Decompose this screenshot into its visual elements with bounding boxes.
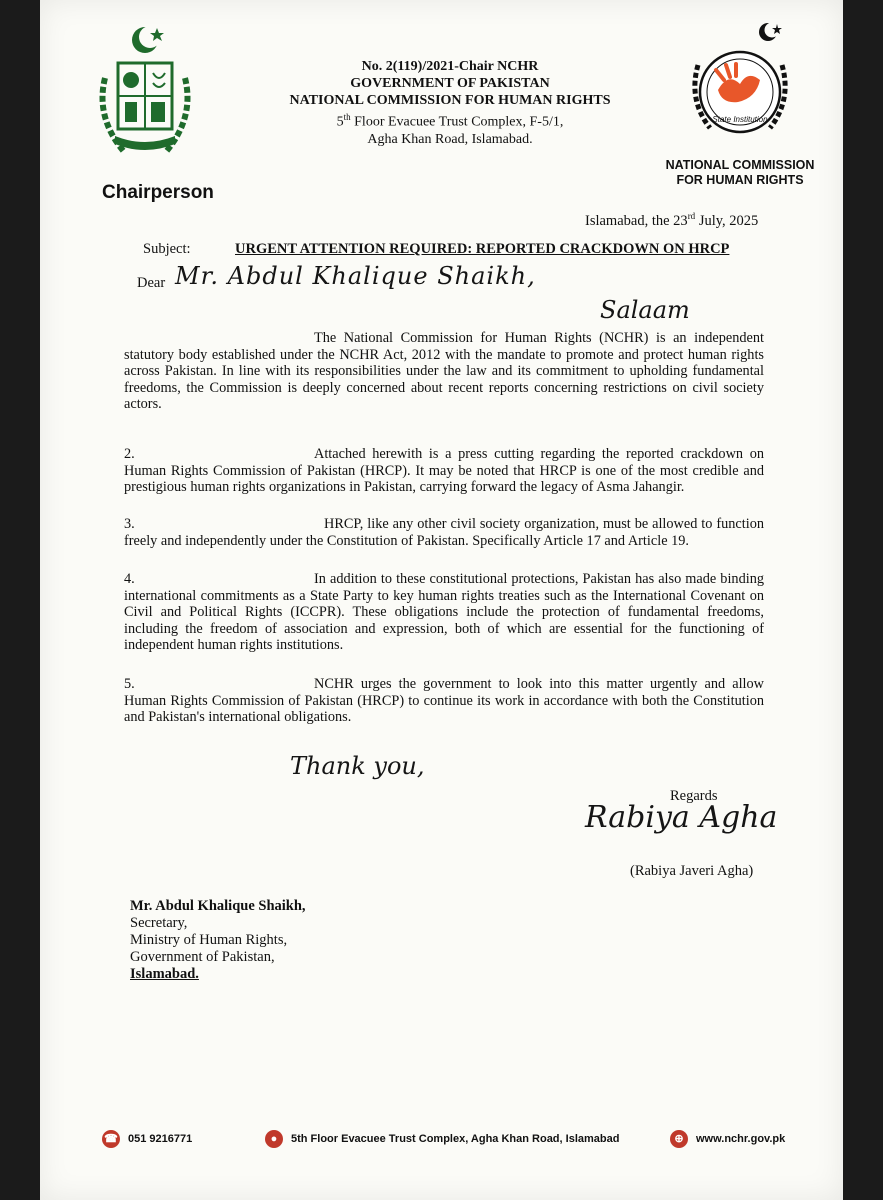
handwritten-thank-you: Thank you, (290, 752, 425, 780)
paragraph-4-number: 4. (124, 571, 135, 587)
subject-label: Subject: (143, 241, 191, 257)
addressee-government: Government of Pakistan, (130, 949, 275, 965)
commission-title: NATIONAL COMMISSION FOR HUMAN RIGHTS (289, 93, 611, 108)
handwritten-recipient-name: Mr. Abdul Khalique Shaikh, (175, 262, 536, 290)
paragraph-5 (124, 676, 764, 726)
letter-page (40, 0, 843, 1200)
letterhead (240, 58, 660, 148)
nchr-logo-name-line-2: FOR HUMAN RIGHTS (676, 173, 804, 187)
logo-ring-text: State Institution (712, 115, 768, 124)
footer-phone-text: 051 9216771 (128, 1132, 193, 1145)
paragraph-2-text: Attached herewith is a press cutting regarding the reported crackdown on Human Rights Commission of Pakistan (HRCP). It may be noted that HRCP is one of the most credible and prestigious human rights organizations in Pakistan, carrying forward the legacy of Asma Jahangir. (124, 446, 764, 495)
date-sup: rd (687, 211, 696, 221)
paragraph-1 (124, 330, 764, 413)
floor-number: 5 (336, 114, 344, 130)
addressee-block (130, 898, 306, 983)
floor-suffix: th (343, 112, 351, 122)
addressee-ministry: Ministry of Human Rights, (130, 932, 288, 948)
paragraph-4 (124, 571, 764, 654)
government-title: GOVERNMENT OF PAKISTAN (350, 76, 550, 91)
footer-phone (102, 1130, 192, 1148)
paragraph-3-number: 3. (124, 516, 135, 532)
paragraph-3 (124, 516, 764, 549)
date-prefix: Islamabad, the 23 (585, 212, 688, 229)
reference-number: No. 2(119)/2021-Chair NCHR (361, 59, 539, 74)
addressee-title: Secretary, (130, 915, 188, 931)
nchr-logo-name-line-1: NATIONAL COMMISSION (665, 158, 815, 172)
subject-text: URGENT ATTENTION REQUIRED: REPORTED CRACKDOWN ON HRCP (235, 241, 730, 257)
footer-website-text[interactable]: www.nchr.gov.pk (696, 1132, 786, 1145)
state-emblem-icon (85, 18, 205, 178)
address-line-1-rest: Floor Evacuee Trust Complex, F-5/1, (350, 114, 564, 130)
addressee-city: Islamabad. (130, 966, 199, 982)
address-line-2: Agha Khan Road, Islamabad. (367, 131, 533, 147)
paragraph-5-text: NCHR urges the government to look into this matter urgently and allow Human Rights Commission of Pakistan (HRCP) to continue its work in accordance with both the Constitution and Pakistan's international obligations. (124, 676, 764, 725)
globe-icon: ⊕ (670, 1130, 688, 1148)
signatory-name: (Rabiya Javeri Agha) (630, 863, 754, 879)
footer-address (265, 1130, 619, 1148)
paragraph-4-text: In addition to these constitutional protections, Pakistan has also made binding international commitments as a State Party to key human rights treaties such as the International Covenant on Civil and Political Rights (ICCPR). These obligations include the protection of fundamental freedoms, including the freedom of association and expression, both of which are essential for the functioning of independent human rights institutions. (124, 571, 764, 653)
regards: Regards (670, 788, 718, 804)
footer-website[interactable] (670, 1130, 785, 1148)
footer-address-text: 5th Floor Evacuee Trust Complex, Agha Khan Road, Islamabad (291, 1132, 620, 1145)
letter-date (585, 211, 758, 230)
nchr-logo-name (665, 158, 815, 188)
address-line-1 (240, 109, 660, 131)
nchr-logo-icon (680, 20, 800, 150)
date-suffix: July, 2025 (695, 212, 759, 229)
chairperson-label: Chairperson (102, 182, 214, 203)
paragraph-3-text: HRCP, like any other civil society organization, must be allowed to function freely and independently under the Constitution of Pakistan. Specifically Article 17 and Article 19. (124, 516, 764, 549)
paragraph-5-number: 5. (124, 676, 135, 692)
handwritten-salaam: Salaam (600, 296, 690, 324)
signature: Rabiya Agha (585, 800, 778, 835)
paragraph-2-number: 2. (124, 446, 135, 462)
paragraph-2 (124, 446, 764, 496)
location-pin-icon: ● (265, 1130, 283, 1148)
salutation: Dear (137, 275, 166, 291)
phone-icon: ☎ (102, 1130, 120, 1148)
paragraph-1-text: The National Commission for Human Rights (NCHR) is an independent statutory body established under the NCHR Act, 2012 with the mandate to promote and protect human rights across Pakistan. In line with its responsibilities under the law and its commitment to upholding fundamental freedoms, the Commission is deeply concerned about recent reports concerning restrictions on civil society actors. (124, 330, 764, 412)
addressee-name: Mr. Abdul Khalique Shaikh, (130, 898, 306, 914)
